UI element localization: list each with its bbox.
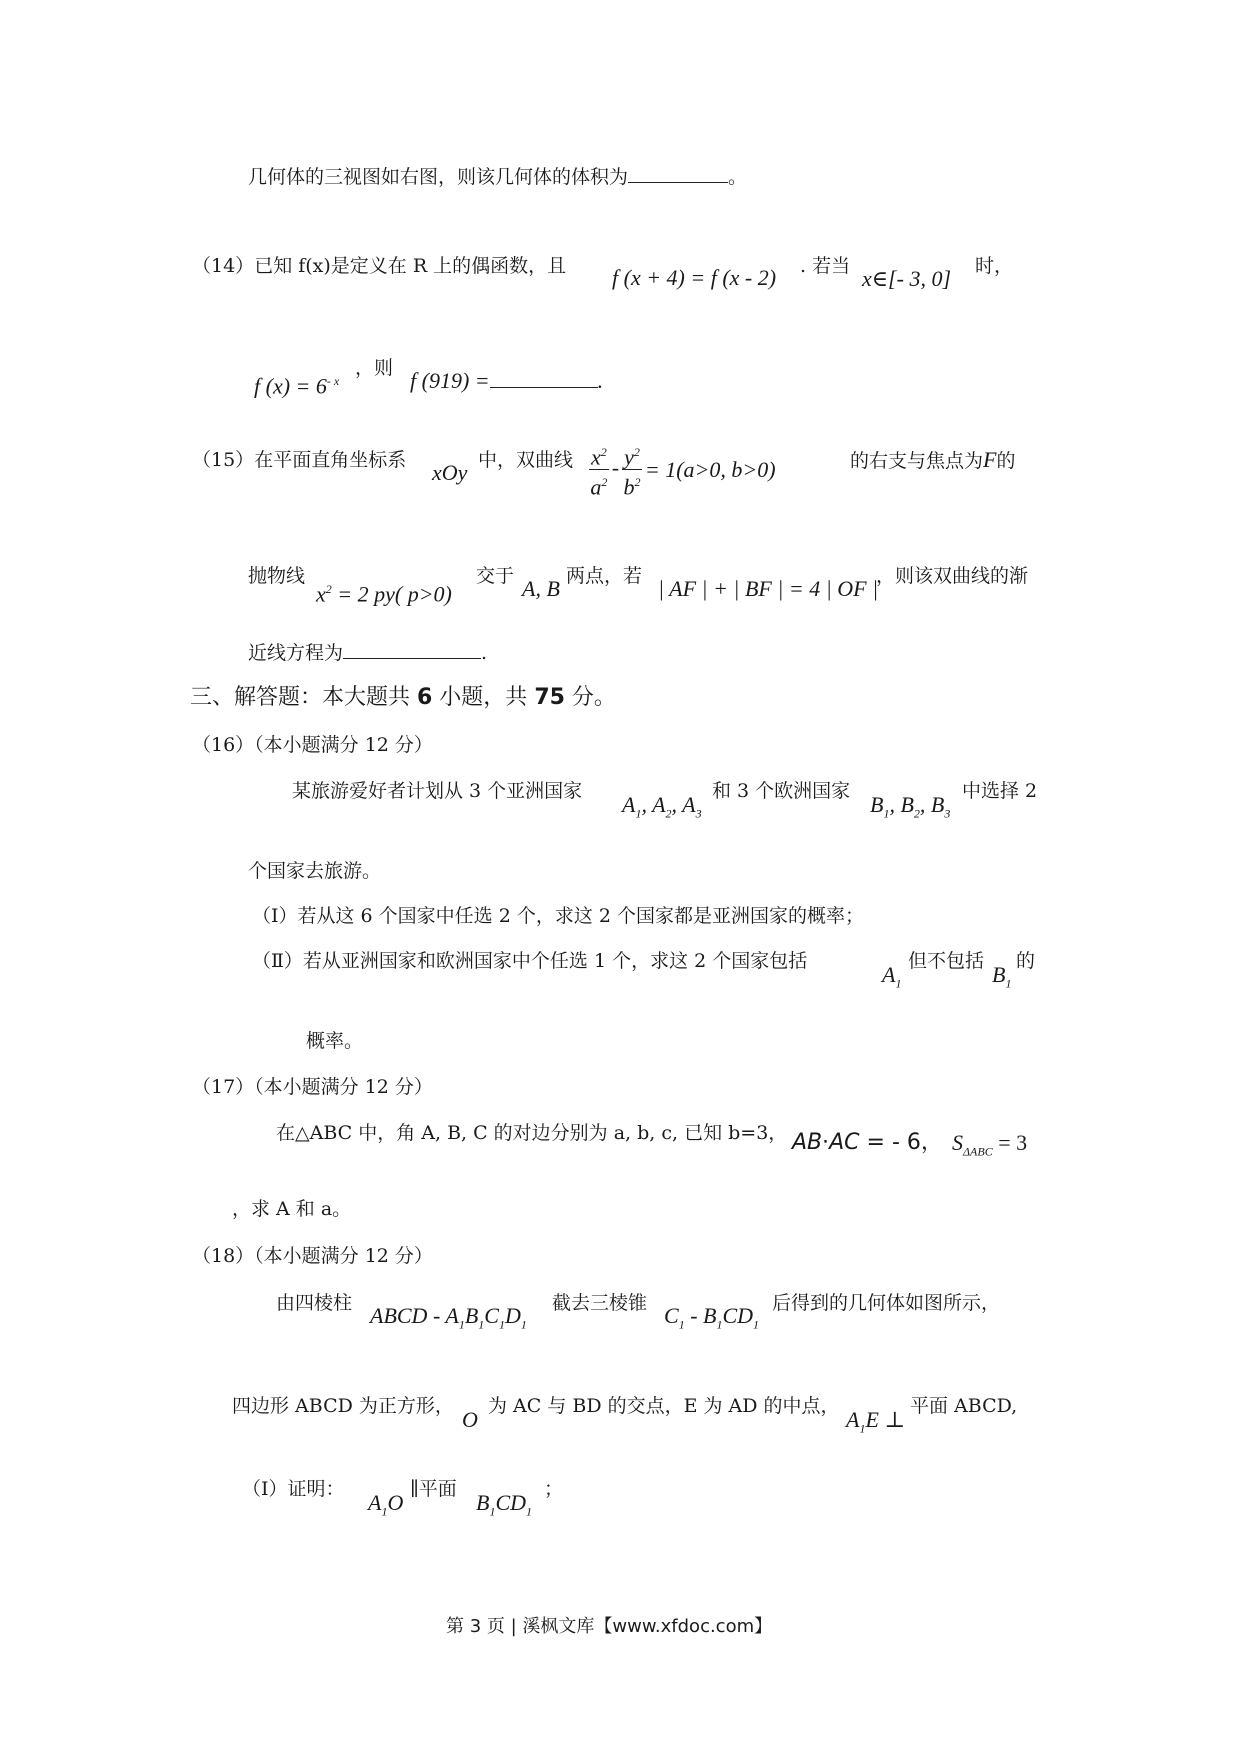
q16a-B-set: $B_1$, $B_2$, $B_3$ xyxy=(870,792,951,821)
q16d-A: A xyxy=(882,962,896,987)
q18a-text-a xyxy=(276,1290,352,1316)
q14-answer-blank xyxy=(490,387,598,388)
q14b-eq-text: f (x) = 6 xyxy=(254,373,327,399)
q15-frac-y xyxy=(622,440,642,500)
sec3-a: 三、解答题：本大题共 xyxy=(190,685,417,710)
q17a-eq: = - 6 xyxy=(866,1130,921,1155)
q16b-text: 个国家去旅游。 xyxy=(248,860,382,882)
q16c-line xyxy=(252,903,864,929)
q18a-c3s: 1 xyxy=(753,1317,760,1332)
q18a-c1s: 1 xyxy=(678,1317,685,1332)
q15-number: （15） xyxy=(192,449,255,471)
q18c-a: （Ⅰ）证明： xyxy=(242,1478,345,1500)
q15-yd-sup: 2 xyxy=(634,475,641,490)
q18a-text-c xyxy=(772,1290,1000,1316)
q18a-b: 截去三棱锥 xyxy=(552,1292,648,1314)
q18c-end xyxy=(544,1476,563,1502)
q18b-O-text: O xyxy=(462,1407,478,1432)
q15b-text-d xyxy=(876,563,1028,589)
q16a-B1s: 1 xyxy=(883,806,890,821)
q16a-A3s: 3 xyxy=(695,806,702,821)
q14b-exp: - x xyxy=(326,374,340,388)
q15-d: 的 xyxy=(996,450,1016,472)
q15-c: 的右支与焦点为 xyxy=(850,450,984,472)
q18a-c3: CD xyxy=(722,1303,754,1328)
q18c-aoo: O xyxy=(387,1490,404,1515)
q15-answer-blank xyxy=(343,658,481,659)
q16a-A2s: 2 xyxy=(665,806,672,821)
q13-continuation xyxy=(248,164,747,190)
q18c-end-text: ； xyxy=(544,1478,564,1500)
q15-yn-sup: 2 xyxy=(633,445,640,459)
q16a-B2s: 2 xyxy=(913,806,920,821)
q16a-B2: B xyxy=(900,792,914,817)
q16d-b: 但不包括 xyxy=(908,950,985,972)
q15b-text-c xyxy=(566,563,642,589)
q17-head: （17）（本小题满分 12 分） xyxy=(192,1076,433,1098)
q14b-eq2 xyxy=(410,368,603,394)
section-3-heading xyxy=(190,685,616,711)
q15-hyperbola: $\frac{x^2}{a^2}$ - $\frac{y^2}{b^2}$ = 1(a>0, b>0) xyxy=(586,440,776,500)
q15-text-b xyxy=(478,447,573,473)
q15-yd: b xyxy=(623,474,635,500)
q18c-bcs: 1 xyxy=(489,1504,496,1519)
q14-eq1 xyxy=(612,265,776,291)
q18a-p2s: 1 xyxy=(478,1317,485,1332)
q16c-text: （Ⅰ）若从这 6 个国家中任选 2 个，求这 2 个国家都是亚洲国家的概率； xyxy=(252,905,865,927)
q18a-p1: ABCD - A xyxy=(370,1303,459,1328)
q15-rest: = 1(a>0, b>0) xyxy=(644,456,776,482)
sec3-b: 小题，共 xyxy=(432,685,535,710)
q18a-c1: C xyxy=(664,1303,679,1328)
q16b-line xyxy=(248,858,381,884)
sec3-n2: 75 xyxy=(534,685,565,710)
footer-text: 第 3 页 | 溪枫文库【www.xfdoc.com】 xyxy=(446,1616,773,1637)
q15-sys-text: xOy xyxy=(432,460,468,485)
q15b-a: 抛物线 xyxy=(248,565,306,587)
q18a-text-b xyxy=(552,1290,647,1316)
q14b-a: ，则 xyxy=(355,357,394,379)
page-footer xyxy=(446,1614,772,1640)
q14b-eq xyxy=(254,368,339,399)
q17a-a: 在△ABC 中，角 A, B, C 的对边分别为 a, b, c, 已知 b=3， xyxy=(276,1122,788,1144)
q16d-c: 的 xyxy=(1016,950,1036,972)
q17a-text-a xyxy=(276,1120,787,1146)
q15-F: F xyxy=(983,447,997,472)
q18c-bce: 1 xyxy=(526,1504,533,1519)
q18c-aos: 1 xyxy=(381,1504,388,1519)
q18a-c: 后得到的几何体如图所示， xyxy=(772,1292,1001,1314)
q18b-aes: 1 xyxy=(859,1421,866,1436)
sec3-n1: 6 xyxy=(417,685,433,710)
q16a-B3: B xyxy=(930,792,945,817)
q15b-text-b xyxy=(476,563,514,589)
q17a-b: ， xyxy=(920,1130,943,1155)
q18b-text-c xyxy=(910,1393,1017,1419)
q18a-c2: - B xyxy=(690,1303,717,1328)
q15b-d: ，则该双曲线的渐 xyxy=(876,565,1029,587)
q16a-text-b xyxy=(712,778,850,804)
q13-text: 几何体的三视图如右图，则该几何体的体积为 xyxy=(248,166,629,188)
q15b-pts-text: A, B xyxy=(522,576,560,601)
sec3-c: 分。 xyxy=(564,685,616,710)
q18b-text-b xyxy=(488,1393,840,1419)
q18a-c2s: 1 xyxy=(716,1317,723,1332)
q16a-A-set: $A_1$, $A_2$, $A_3$ xyxy=(622,792,702,821)
q16-heading xyxy=(192,732,433,758)
q15b-cond xyxy=(658,576,878,602)
q15b-eq-rest: = 2 py( p>0) xyxy=(337,581,452,607)
q17b-line xyxy=(232,1196,351,1222)
q15-b: 中，双曲线 xyxy=(478,449,574,471)
q18b-b: 为 AC 与 BD 的交点，E 为 AD 的中点， xyxy=(488,1395,840,1417)
q18a-p4s: 1 xyxy=(520,1317,527,1332)
q17a-eq2: = 3 xyxy=(998,1130,1028,1155)
q18c-B1CD1 xyxy=(476,1490,532,1524)
q14-number: （14） xyxy=(192,255,255,277)
q16d-text-a xyxy=(252,948,807,974)
q16a-B1: B xyxy=(870,792,884,817)
q15-xd: a xyxy=(590,474,602,500)
q14-line xyxy=(192,253,566,279)
q18b-text-a xyxy=(232,1393,454,1419)
q18a-p3s: 1 xyxy=(498,1317,505,1332)
q15-xn-sup: 2 xyxy=(600,445,607,459)
q16d-Bs: 1 xyxy=(1005,976,1012,991)
q18a-prism xyxy=(370,1303,527,1337)
q16d-B1 xyxy=(992,962,1011,996)
q15b-pts xyxy=(522,576,560,602)
q15b-eq xyxy=(316,576,452,607)
q18a-pyramid xyxy=(664,1303,759,1337)
q14-cond xyxy=(862,266,951,292)
q17b-text: ，求 A 和 a。 xyxy=(232,1198,352,1220)
q18c-A1O xyxy=(368,1490,403,1524)
q17a-Ssub: ΔABC xyxy=(963,1144,993,1159)
q15c-end: . xyxy=(481,642,488,664)
q18c-bcc: CD xyxy=(495,1490,527,1515)
q16a-a: 某旅游爱好者计划从 3 个亚洲国家 xyxy=(292,780,583,802)
q16-head: （16）（本小题满分 12 分） xyxy=(192,734,433,756)
q17-heading xyxy=(192,1074,433,1100)
q16a-A3: A xyxy=(682,792,696,817)
q16a-A2: A xyxy=(652,792,666,817)
q16a-text-c xyxy=(962,778,1037,804)
q15-sys xyxy=(432,460,467,486)
q18a-p3: C xyxy=(484,1303,499,1328)
q18b-O xyxy=(462,1407,478,1433)
q18b-ae: A xyxy=(846,1407,860,1432)
q15-xn: x xyxy=(591,444,601,470)
q13-answer-blank xyxy=(628,182,728,183)
q14-c: 时， xyxy=(975,255,1014,277)
q16a-c: 中选择 2 xyxy=(962,780,1038,802)
q15b-b: 交于 xyxy=(476,565,515,587)
q16d-As: 1 xyxy=(895,976,902,991)
q16d-B: B xyxy=(992,962,1006,987)
q18b-a: 四边形 ABCD 为正方形， xyxy=(232,1395,454,1417)
q16d-A1 xyxy=(882,962,901,996)
q16e-text: 概率。 xyxy=(306,1030,364,1052)
q14-cond-text: x∈[- 3, 0] xyxy=(862,266,951,291)
q14-text-b xyxy=(800,253,850,279)
q17a-vec xyxy=(792,1130,943,1156)
q14-text-c xyxy=(975,253,1013,279)
q18a-p1s: 1 xyxy=(458,1317,465,1332)
q16d-text-c xyxy=(1016,948,1035,974)
q14-b: . 若当 xyxy=(800,255,851,277)
q17a-S-text: S xyxy=(952,1130,963,1155)
q15-text-a: 在平面直角坐标系 xyxy=(254,449,407,471)
q15-yn: y xyxy=(624,444,634,470)
q18-heading xyxy=(192,1243,433,1269)
q16a-A1s: 1 xyxy=(635,806,642,821)
q15-xd-sup: 2 xyxy=(601,475,608,490)
q15b-cond-text: | AF | + | BF | = 4 | OF | xyxy=(658,576,879,601)
q18b-c: 平面 ABCD, xyxy=(910,1395,1018,1417)
q15b-eq-x: x xyxy=(316,581,326,607)
q18a-p2: B xyxy=(464,1303,479,1328)
q17a-S xyxy=(952,1130,1027,1164)
q14b-end: . xyxy=(597,368,604,393)
q16d-text-b xyxy=(908,948,984,974)
q16a-b: 和 3 个欧洲国家 xyxy=(712,780,851,802)
q15-frac-x xyxy=(589,440,609,500)
q18b-A1E xyxy=(846,1407,905,1441)
q18c-text-b xyxy=(410,1476,457,1502)
q18a-p4: D xyxy=(504,1303,521,1328)
q18c-text-a xyxy=(242,1476,345,1502)
q16d-a: （Ⅱ）若从亚洲国家和欧洲国家中个任选 1 个，求这 2 个国家包括 xyxy=(252,950,808,972)
q18a-a: 由四棱柱 xyxy=(276,1292,353,1314)
q18c-b: ∥平面 xyxy=(410,1478,457,1500)
q16e-line xyxy=(306,1028,363,1054)
q15c-text: 近线方程为 xyxy=(248,642,344,664)
q15-line xyxy=(192,447,406,473)
q14-text-a: 已知 f(x)是定义在 R 上的偶函数，且 xyxy=(254,255,567,277)
q14b-eq2-text: f (919) = xyxy=(410,368,490,393)
q15b-c: 两点，若 xyxy=(566,565,643,587)
q13-end: 。 xyxy=(728,166,748,188)
q17a-vec-text: AB⋅AC xyxy=(792,1130,860,1155)
q18b-aee: E ⊥ xyxy=(865,1407,906,1432)
q14-eq1-text: f (x + 4) = f (x - 2) xyxy=(612,265,777,290)
q18c-bc: B xyxy=(476,1490,490,1515)
q15c-line xyxy=(248,640,487,666)
q16a-B3s: 3 xyxy=(944,806,951,821)
q18c-ao: A xyxy=(368,1490,382,1515)
q16a-text-a xyxy=(292,778,582,804)
q18-head: （18）（本小题满分 12 分） xyxy=(192,1245,433,1267)
q15b-eq-sup: 2 xyxy=(325,582,332,596)
q14b-text xyxy=(355,355,393,381)
q15-text-c xyxy=(850,447,1015,474)
q16a-A1: A xyxy=(622,792,636,817)
q15b-text-a xyxy=(248,563,305,589)
